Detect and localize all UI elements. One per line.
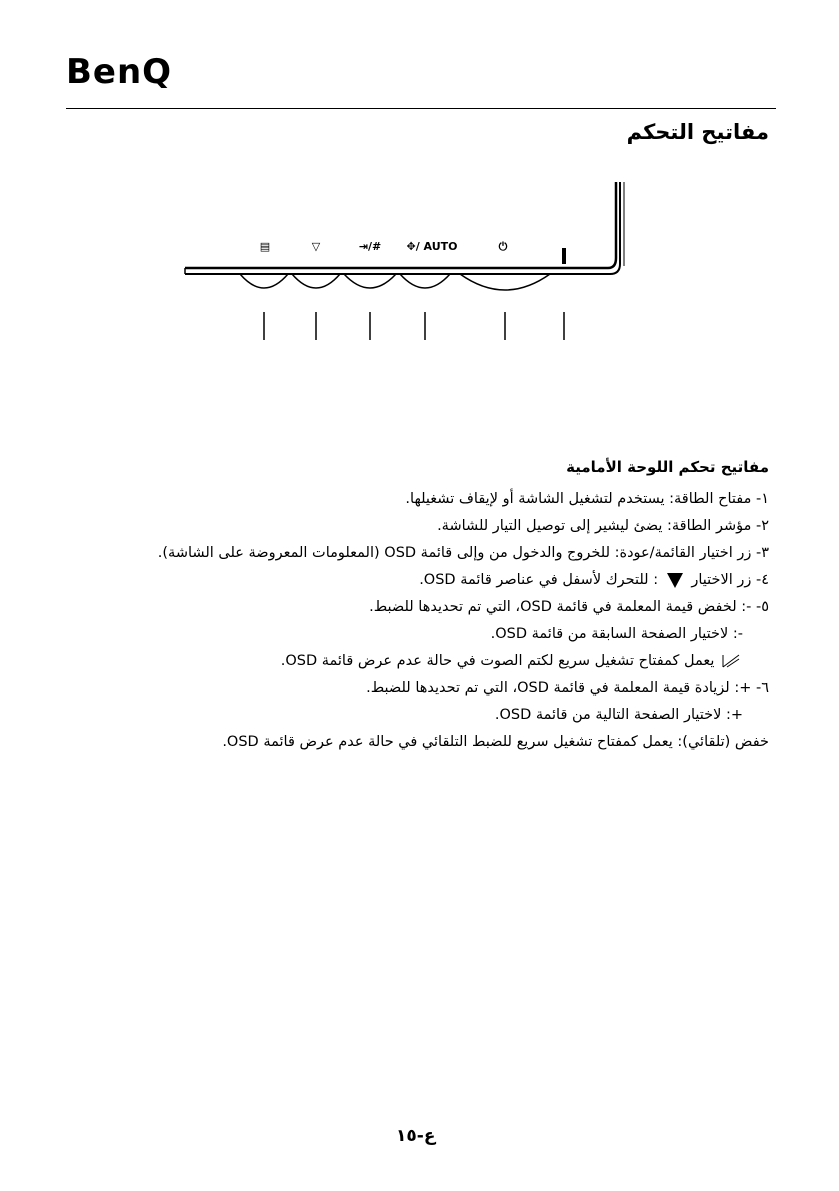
item-menu-button: ٣- زر اختيار القائمة/عودة: للخروج والدخول من وإلى قائمة OSD (المعلومات المعروضة على الشاشة). — [157, 545, 769, 561]
item-minus-adjust: ٥- -: لخفض قيمة المعلمة في قائمة OSD، التي تم تحديدها للضبط. — [369, 599, 769, 615]
item-select-button — [419, 570, 769, 590]
menu-icon: ▤ — [259, 240, 271, 253]
down-triangle-icon — [667, 573, 683, 588]
input-button-shape — [344, 274, 396, 288]
item-power-indicator: ٢- مؤشر الطاقة: يضئ ليشير إلى توصيل التيار للشاشة. — [437, 518, 769, 534]
item-plus-page: +: لاختيار الصفحة التالية من قائمة OSD. — [494, 707, 743, 723]
item-mute — [281, 651, 743, 671]
item-mute-desc: يعمل كمفتاح تشغيل سريع لكتم الصوت في حالة عدم عرض قائمة OSD. — [280, 653, 715, 669]
section-heading: مفاتيح تحكم اللوحة الأمامية — [566, 458, 769, 476]
page-title: مفاتيح التحكم — [626, 120, 769, 144]
item-select-desc: : للتحرك لأسفل في عناصر قائمة OSD. — [419, 572, 659, 588]
mute-icon — [722, 654, 740, 668]
down-arrow-icon: ▽ — [311, 240, 321, 253]
power-led-icon — [562, 248, 566, 264]
auto-button-shape — [400, 274, 450, 288]
item-power-switch: ١- مفتاح الطاقة: يستخدم لتشغيل الشاشة أو لإيقاف تشغيلها. — [405, 491, 769, 507]
down-button-shape — [292, 274, 340, 288]
monitor-front-panel-diagram — [0, 170, 839, 350]
input-icon: ⇥/# — [358, 240, 382, 253]
item-minus-page: -: لاختيار الصفحة السابقة من قائمة OSD. — [490, 626, 743, 642]
item-plus-adjust: ٦- +: لزيادة قيمة المعلمة في قائمة OSD، التي تم تحديدها للضبط. — [366, 680, 769, 696]
power-button-shape — [460, 274, 550, 290]
item-auto-adjust: خفض (تلقائي): يعمل كمفتاح تشغيل سريع للضبط التلقائي في حالة عدم عرض قائمة OSD. — [222, 734, 769, 750]
menu-button-shape — [240, 274, 288, 288]
header-rule — [66, 108, 776, 109]
benq-logo: BenQ — [66, 52, 173, 92]
page-number: ع-١٥ — [396, 1126, 436, 1146]
power-icon: ⏻ — [498, 240, 508, 253]
auto-label: ✥/ AUTO — [406, 240, 458, 253]
item-select-label: ٤- زر الاختيار — [691, 572, 769, 588]
